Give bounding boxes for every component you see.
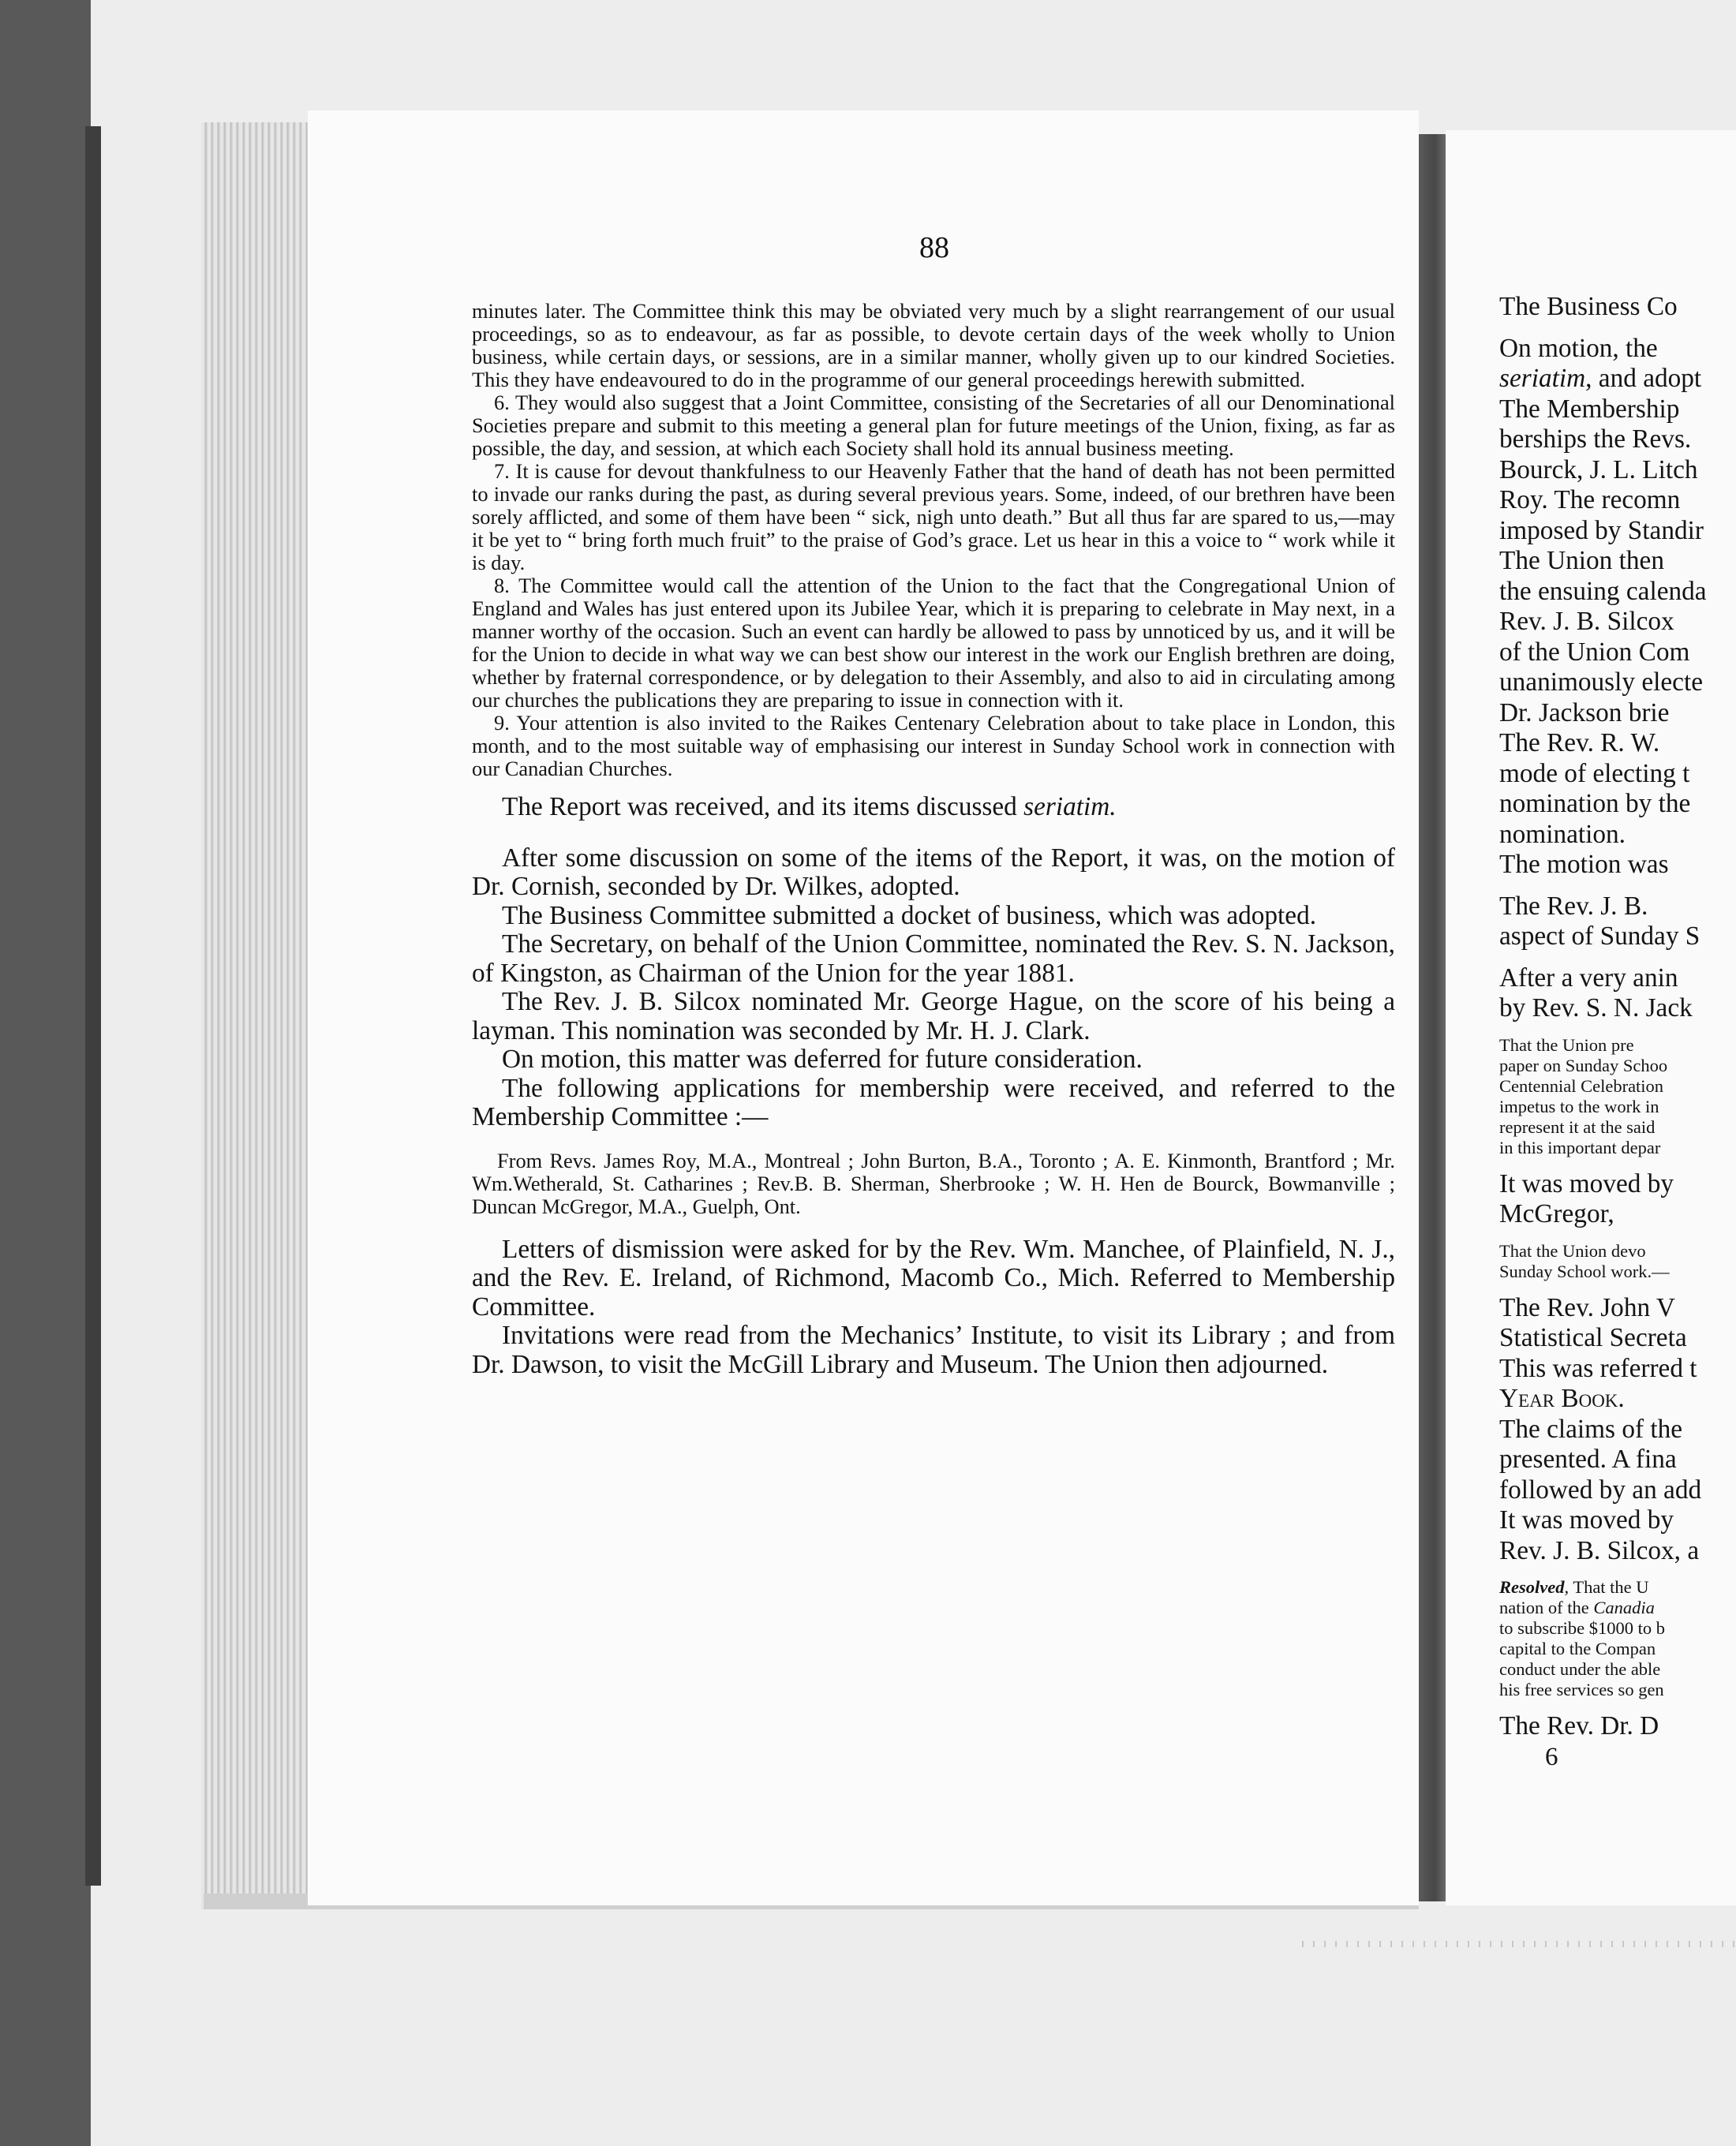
right-small-line: conduct under the able <box>1499 1659 1661 1679</box>
deferred-paragraph: On motion, this matter was deferred for future consideration. <box>502 1045 1143 1074</box>
right-line: by Rev. S. N. Jack <box>1499 993 1693 1023</box>
chairman-nomination-paragraph: The Secretary, on behalf of the Union Committee, nominated the Rev. S. N. Jackson, of Kingston, as Chairman of the Union for the year 1881. <box>472 929 1395 988</box>
right-small-line: in this important depar <box>1499 1137 1661 1157</box>
report-item-9: 9. Your attention is also invited to the Raikes Centenary Celebration about to take place in London, this month, and to the most suitable way of emphasising our interest in Sunday School work in connection with our Canadian Churches. <box>472 711 1395 780</box>
right-line: followed by an add <box>1499 1475 1702 1505</box>
right-line: The Rev. R. W. <box>1499 728 1660 757</box>
seriatim-italic: seriatim. <box>1023 792 1117 821</box>
scanner-background-left <box>0 0 91 2146</box>
page-edges-stack <box>201 122 308 1909</box>
report-received-paragraph <box>472 793 1395 822</box>
right-small-line: Sunday School work.— <box>1499 1261 1670 1281</box>
right-small-line: represent it at the said <box>1499 1116 1656 1137</box>
right-small-text: nation of the <box>1499 1598 1589 1617</box>
business-committee-paragraph: The Business Committee submitted a docket of business, which was adopted. <box>502 900 1317 930</box>
right-line: This was referred t <box>1499 1353 1697 1383</box>
report-adopted-paragraph: After some discussion on some of the items of the Report, it was, on the motion of Dr. Cornish, seconded by Dr. Wilkes, adopted. <box>472 843 1395 901</box>
right-canadian-line <box>1499 1598 1736 1618</box>
right-small-line: impetus to the work in <box>1499 1096 1659 1116</box>
book-cover-edge <box>85 126 101 1886</box>
right-resolved-line <box>1499 1577 1736 1598</box>
hague-nomination-paragraph: The Rev. J. B. Silcox nominated Mr. George Hague, on the score of his being a layman. This nomination was seconded by Mr. H. J. Clark. <box>472 987 1395 1045</box>
right-line: Bourck, J. L. Litch <box>1499 454 1698 484</box>
right-line: presented. A fina <box>1499 1445 1677 1474</box>
resolved-italic: Resolved <box>1499 1577 1565 1597</box>
right-line: berships the Revs. <box>1499 424 1692 454</box>
right-page-text <box>1499 292 1736 1772</box>
right-line: Statistical Secreta <box>1499 1323 1687 1352</box>
right-line: It was moved by <box>1499 1505 1674 1535</box>
right-line: of the Union Com <box>1499 637 1690 667</box>
signature-number: 6 <box>1545 1742 1558 1771</box>
canadian-italic: Canadia <box>1593 1598 1655 1617</box>
right-small-line: his free services so gen <box>1499 1680 1664 1699</box>
applicants-list: From Revs. James Roy, M.A., Montreal ; John Burton, B.A., Toronto ; A. E. Kinmonth, Brantford ; Mr. Wm.Wetherald, St. Catharines ; Rev.B. B. Sherman, Sherbrooke ; W. H. Hen de Bourck, Bowmanville ; Duncan McGregor, M.A., Guelph, Ont. <box>472 1148 1395 1218</box>
right-small-line: Centennial Celebration <box>1499 1075 1664 1096</box>
right-line: imposed by Standir <box>1499 515 1704 545</box>
right-line: Roy. The recomn <box>1499 485 1681 514</box>
seriatim-italic-right: seriatim <box>1499 364 1586 393</box>
right-line: nomination by the <box>1499 789 1691 818</box>
right-line: Dr. Jackson brie <box>1499 697 1670 727</box>
right-small-line: capital to the Compan <box>1499 1639 1656 1658</box>
right-line: unanimously electe <box>1499 667 1703 697</box>
invitations-paragraph: Invitations were read from the Mechanics’ Institute, to visit its Library ; and from Dr. Dawson, to visit the McGill Library and Museum. The Union then adjourned. <box>472 1321 1395 1379</box>
right-small-line: to subscribe $1000 to b <box>1499 1618 1665 1638</box>
right-line: McGregor, <box>1499 1199 1614 1228</box>
right-line: Rev. J. B. Silcox, a <box>1499 1535 1700 1565</box>
dismission-paragraph: Letters of dismission were asked for by the Rev. Wm. Manchee, of Plainfield, N. J., and the Rev. E. Ireland, of Richmond, Macomb Co., Mich. Referred to Membership Committee. <box>472 1234 1395 1322</box>
right-small-line: That the Union devo <box>1499 1240 1646 1261</box>
membership-applications-paragraph: The following applications for membership were received, and referred to the Membership Committee :— <box>472 1073 1395 1131</box>
scan-artifact-dots <box>1302 1941 1736 1947</box>
right-line: The Rev. Dr. D <box>1499 1711 1659 1740</box>
book-gutter <box>1419 134 1446 1901</box>
right-line: nomination. <box>1499 819 1626 849</box>
right-small-line: paper on Sunday Schoo <box>1499 1055 1668 1075</box>
right-line: On motion, the <box>1499 333 1658 363</box>
right-line: The Membership <box>1499 394 1680 424</box>
report-received-text: The Report was received, and its items discussed <box>502 792 1017 821</box>
report-item-7: 7. It is cause for devout thankfulness to our Heavenly Father that the hand of death has not been permitted to invade our ranks during the past, as during several previous years. Some, indeed, of our brethren have been sorely afflicted, and some of them have been “ sick, nigh unto death.” But all thus far are spared to us,—may it be yet to “ bring forth much fruit” to the praise of God’s grace. Let us hear in this a voice to “ work while it is day. <box>472 459 1395 574</box>
right-line-seriatim <box>1499 364 1736 394</box>
right-line: The claims of the <box>1499 1414 1683 1444</box>
right-line: aspect of Sunday S <box>1499 922 1700 951</box>
right-line: the ensuing calenda <box>1499 576 1707 606</box>
right-line: The Rev. John V <box>1499 1292 1675 1322</box>
right-line: The motion was <box>1499 850 1669 879</box>
report-item-6: 6. They would also suggest that a Joint Committee, consisting of the Secretaries of all our Denominational Societies prepare and submit to this meeting a general plan for future meetings of the Union, fixing, as far as possible, the day, and session, at which each Society shall hold its annual business meeting. <box>472 391 1395 460</box>
right-line: The Union then <box>1499 546 1664 575</box>
right-line: , and adopt <box>1585 364 1702 393</box>
right-line: Year Book. <box>1499 1384 1625 1413</box>
report-paragraph-continued: minutes later. The Committee think this may be obviated very much by a slight rearrangement of our usual proceedings, so as to endeavour, as far as possible, to devote certain days of the week wholly to Union business, while certain days, or sessions, are in a similar manner, wholly given up to our kindred Societies. This they have endeavoured to do in the programme of our general proceedings herewith submitted. <box>472 299 1395 391</box>
left-page-text <box>472 300 1395 1379</box>
right-line: After a very anin <box>1499 963 1678 993</box>
right-line: mode of electing t <box>1499 758 1690 788</box>
right-small-text: , That the U <box>1564 1577 1649 1597</box>
right-small-line: That the Union pre <box>1499 1034 1634 1055</box>
right-line: It was moved by <box>1499 1168 1674 1198</box>
page-number: 88 <box>919 231 949 264</box>
right-line: The Rev. J. B. <box>1499 891 1648 921</box>
report-item-8: 8. The Committee would call the attention of the Union to the fact that the Congregational Union of England and Wales has just entered upon its Jubilee Year, which it is preparing to celebrate in May next, in a manner worthy of the occasion. Such an event can hardly be allowed to pass by unnoticed by us, and it will be for the Union to decide in what way we can best show our interest in the work our English brethren are doing, whether by fraternal correspondence, or by delegation to their Assembly, and also to aid in circulating among our churches the publications they are preparing to issue in connection with it. <box>472 574 1395 712</box>
right-line: The Business Co <box>1499 292 1678 321</box>
right-line: Rev. J. B. Silcox <box>1499 607 1674 636</box>
